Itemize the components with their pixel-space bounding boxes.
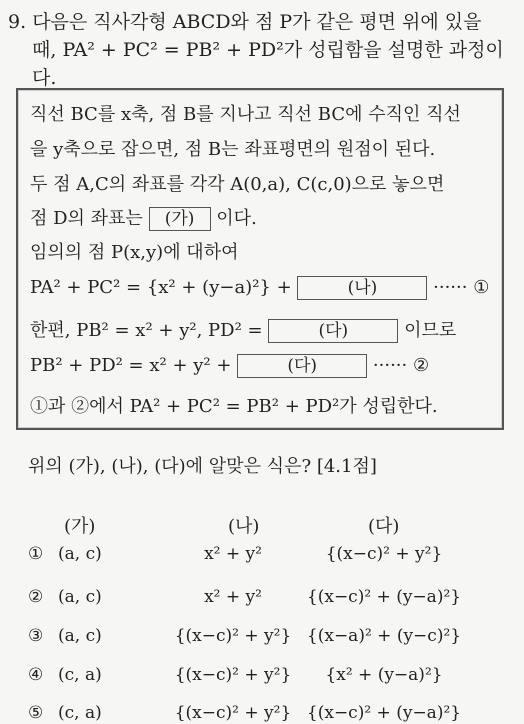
choice-da[interactable]: {(x−a)² + (y−c)²} — [306, 626, 462, 646]
choice-na[interactable]: {(x−c)² + y²} — [174, 665, 292, 685]
proof-line-3: 두 점 A,C의 좌표를 각각 A(0,a), C(c,0)으로 놓으면 — [30, 174, 445, 195]
choice-na[interactable]: {(x−c)² + y²} — [174, 626, 292, 646]
proof-line-9: ①과 ②에서 PA² + PC² = PB² + PD²가 성립한다. — [30, 396, 438, 417]
proof-line-5: 임의의 점 P(x,y)에 대하여 — [30, 242, 239, 263]
question-text — [8, 8, 524, 92]
question-number: 9. — [8, 11, 27, 33]
choice-ga[interactable]: (a, c) — [58, 544, 102, 564]
column-header-ga: (가) — [64, 516, 96, 537]
proof-line-4: 점 D의 좌표는 (가) 이다. — [30, 208, 257, 229]
choice-da[interactable]: {x² + (y−a)²} — [325, 665, 443, 685]
proof-line-1: 직선 BC를 x축, 점 B를 지나고 직선 BC에 수직인 직선 — [30, 104, 461, 125]
choice-number[interactable]: ④ — [28, 665, 44, 685]
choice-da[interactable]: {(x−c)² + (y−a)²} — [306, 703, 462, 723]
proof-box — [16, 88, 504, 430]
column-header-na: (나) — [228, 516, 260, 537]
question-line-1: 9. 다음은 직사각형 ABCD와 점 P가 같은 평면 위에 있을 — [8, 11, 482, 33]
choice-ga[interactable]: (c, a) — [58, 703, 102, 723]
choice-ga[interactable]: (c, a) — [58, 665, 102, 685]
equation: PA² + PC² = PB² + PD² — [62, 39, 284, 61]
blank-da: (다) — [268, 319, 398, 343]
choice-na[interactable]: x² + y² — [204, 587, 262, 607]
choice-da[interactable]: {(x−c)² + (y−a)²} — [306, 587, 462, 607]
choice-da[interactable]: {(x−c)² + y²} — [325, 544, 443, 564]
proof-line-7: 한편, PB² = x² + y², PD² = (다) 이므로 — [30, 320, 457, 341]
blank-da-2: (다) — [237, 354, 367, 378]
choice-number[interactable]: ② — [28, 587, 44, 607]
choice-number[interactable]: ③ — [28, 626, 44, 646]
choice-ga[interactable]: (a, c) — [58, 587, 102, 607]
column-header-da: (다) — [368, 516, 400, 537]
proof-line-6: PA² + PC² = {x² + (y−a)²} + (나) ······ ① — [30, 277, 490, 298]
blank-ga: (가) — [149, 207, 211, 231]
choice-ga[interactable]: (a, c) — [58, 626, 102, 646]
proof-line-2: 을 y축으로 잡으면, 점 B는 좌표평면의 원점이 된다. — [30, 139, 436, 160]
question-line-2: 때, PA² + PC² = PB² + PD²가 성립함을 설명한 과정이다. — [32, 39, 504, 89]
choice-na[interactable]: {(x−c)² + y²} — [174, 703, 292, 723]
choice-number[interactable]: ① — [28, 544, 44, 564]
choice-number[interactable]: ⑤ — [28, 703, 44, 723]
answer-prompt: 위의 (가), (나), (다)에 알맞은 식은? [4.1점] — [28, 456, 377, 477]
blank-na: (나) — [297, 276, 427, 300]
proof-line-8: PB² + PD² = x² + y² + (다) ······ ② — [30, 355, 430, 376]
choice-na[interactable]: x² + y² — [204, 544, 262, 564]
